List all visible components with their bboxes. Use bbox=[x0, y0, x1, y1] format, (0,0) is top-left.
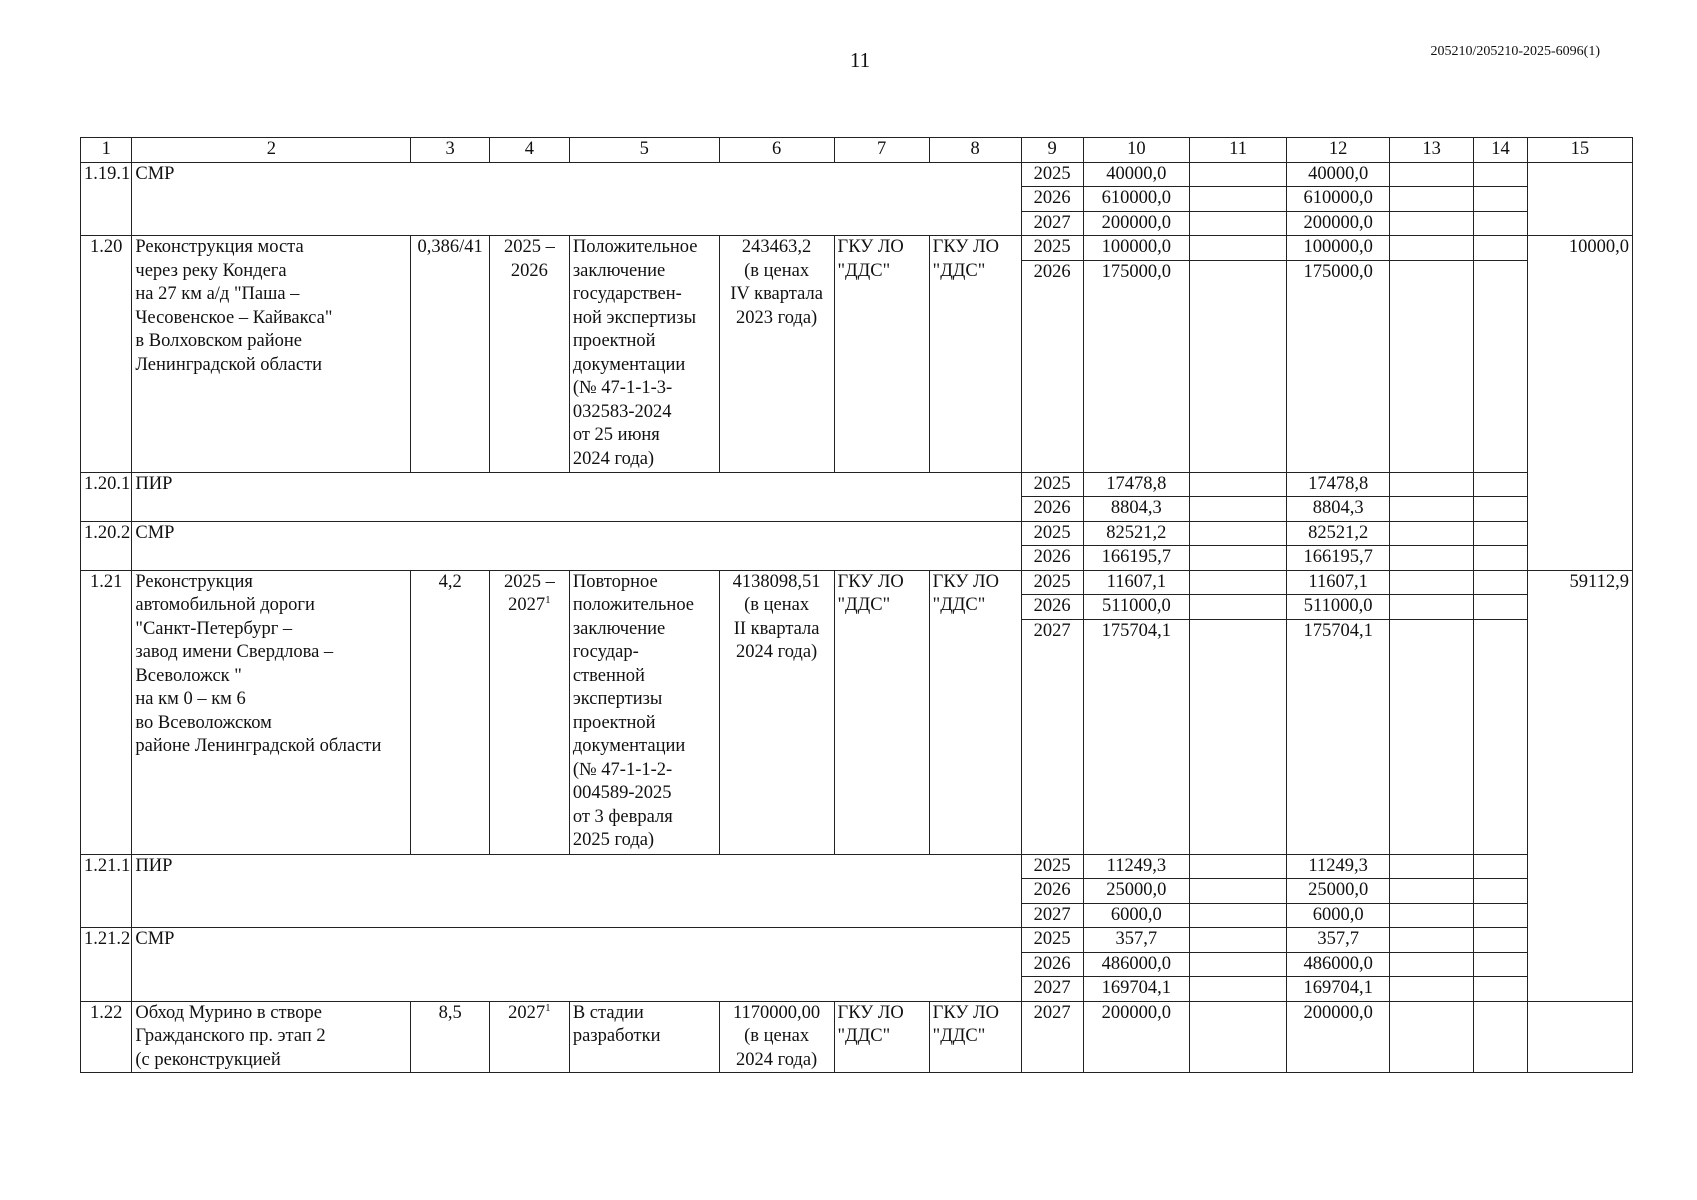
empty-cell bbox=[1474, 211, 1528, 236]
amount-cell: 486000,0 bbox=[1287, 952, 1390, 977]
column-header: 2 bbox=[132, 138, 411, 163]
empty-cell bbox=[1390, 497, 1474, 522]
customer-cell: ГКУ ЛО "ДДС" bbox=[834, 236, 929, 473]
amount-cell: 175000,0 bbox=[1083, 260, 1189, 472]
developer-cell: ГКУ ЛО "ДДС" bbox=[929, 1001, 1021, 1073]
period-start: 2025 – bbox=[503, 571, 555, 592]
empty-cell bbox=[1474, 162, 1528, 187]
empty-cell bbox=[1390, 211, 1474, 236]
amount-cell: 6000,0 bbox=[1083, 903, 1189, 928]
amount-cell: 25000,0 bbox=[1287, 879, 1390, 904]
amount-cell: 200000,0 bbox=[1083, 211, 1189, 236]
year-cell: 2027 bbox=[1021, 977, 1083, 1002]
empty-cell bbox=[1527, 162, 1632, 236]
amount-cell: 11607,1 bbox=[1083, 570, 1189, 595]
table-row bbox=[81, 928, 1633, 953]
empty-cell bbox=[1189, 619, 1286, 854]
empty-cell bbox=[1474, 236, 1528, 261]
empty-cell bbox=[1474, 595, 1528, 620]
amount-cell: 610000,0 bbox=[1287, 187, 1390, 212]
period-end: 2027 bbox=[508, 1002, 546, 1023]
empty-cell bbox=[1474, 260, 1528, 472]
amount-cell: 511000,0 bbox=[1287, 595, 1390, 620]
expertise-cell: Положительное заключение государствен- ной экспертизы проектной документации (№ 47-1-1-3- 032583-2024 от 25 июня 2024 года) bbox=[569, 236, 719, 473]
column-header: 4 bbox=[490, 138, 570, 163]
stage-label: ПИР bbox=[132, 472, 1021, 521]
amount-cell: 357,7 bbox=[1287, 928, 1390, 953]
empty-cell bbox=[1390, 977, 1474, 1002]
empty-cell bbox=[1474, 879, 1528, 904]
table-row bbox=[81, 521, 1633, 546]
empty-cell bbox=[1189, 1001, 1286, 1073]
expertise-cell: Повторное положительное заключение государ- ственной экспертизы проектной документации (№ 47-1-1-2- 004589-2025 от 3 февраля 2025 года) bbox=[569, 570, 719, 854]
year-cell: 2026 bbox=[1021, 546, 1083, 571]
empty-cell bbox=[1527, 1001, 1632, 1073]
empty-cell bbox=[1390, 854, 1474, 879]
empty-cell bbox=[1189, 854, 1286, 879]
amount-cell: 17478,8 bbox=[1083, 472, 1189, 497]
developer-cell: ГКУ ЛО "ДДС" bbox=[929, 570, 1021, 854]
stage-label: СМР bbox=[132, 928, 1021, 1002]
empty-cell bbox=[1189, 879, 1286, 904]
empty-cell bbox=[1474, 619, 1528, 854]
table-row bbox=[81, 1001, 1633, 1073]
table-row bbox=[81, 570, 1633, 595]
estimated-cost-cell: 4138098,51 (в ценах II квартала 2024 года) bbox=[719, 570, 834, 854]
empty-cell bbox=[1189, 570, 1286, 595]
amount-cell: 8804,3 bbox=[1287, 497, 1390, 522]
empty-cell bbox=[1189, 928, 1286, 953]
year-cell: 2027 bbox=[1021, 1001, 1083, 1073]
year-cell: 2025 bbox=[1021, 236, 1083, 261]
empty-cell bbox=[1189, 521, 1286, 546]
table-row bbox=[81, 162, 1633, 187]
empty-cell bbox=[1474, 854, 1528, 879]
row-number: 1.21.2 bbox=[81, 928, 132, 1002]
amount-cell: 6000,0 bbox=[1287, 903, 1390, 928]
column-number-row bbox=[81, 138, 1633, 163]
amount-cell: 175000,0 bbox=[1287, 260, 1390, 472]
year-cell: 2025 bbox=[1021, 521, 1083, 546]
empty-cell bbox=[1390, 928, 1474, 953]
empty-cell bbox=[1474, 497, 1528, 522]
empty-cell bbox=[1390, 521, 1474, 546]
empty-cell bbox=[1189, 472, 1286, 497]
year-cell: 2025 bbox=[1021, 162, 1083, 187]
object-name: Реконструкция моста через реку Кондега на 27 км а/д "Паша – Чесовенское – Кайвакса" в Волховском районе Ленинградской области bbox=[132, 236, 411, 473]
column-header: 1 bbox=[81, 138, 132, 163]
year-cell: 2025 bbox=[1021, 472, 1083, 497]
period-cell: 2025 – 2026 bbox=[490, 236, 570, 473]
empty-cell bbox=[1189, 497, 1286, 522]
empty-cell bbox=[1474, 187, 1528, 212]
empty-cell bbox=[1189, 187, 1286, 212]
empty-cell bbox=[1390, 952, 1474, 977]
year-cell: 2027 bbox=[1021, 211, 1083, 236]
empty-cell bbox=[1189, 546, 1286, 571]
empty-cell bbox=[1390, 903, 1474, 928]
row-number: 1.20.1 bbox=[81, 472, 132, 521]
empty-cell bbox=[1390, 1001, 1474, 1073]
amount-cell: 40000,0 bbox=[1083, 162, 1189, 187]
empty-cell bbox=[1474, 570, 1528, 595]
estimated-cost-cell: 1170000,00 (в ценах 2024 года) bbox=[719, 1001, 834, 1073]
year-cell: 2026 bbox=[1021, 595, 1083, 620]
empty-cell bbox=[1474, 977, 1528, 1002]
row-number: 1.19.1 bbox=[81, 162, 132, 236]
column-header: 12 bbox=[1287, 138, 1390, 163]
footnote-mark: 1 bbox=[545, 593, 551, 606]
year-cell: 2025 bbox=[1021, 570, 1083, 595]
amount-cell: 610000,0 bbox=[1083, 187, 1189, 212]
column-header: 11 bbox=[1189, 138, 1286, 163]
empty-cell bbox=[1390, 879, 1474, 904]
period-end: 2027 bbox=[508, 595, 546, 615]
amount-cell: 200000,0 bbox=[1083, 1001, 1189, 1073]
period-cell bbox=[490, 1001, 570, 1073]
empty-cell bbox=[1189, 162, 1286, 187]
amount-cell: 100000,0 bbox=[1287, 236, 1390, 261]
empty-cell bbox=[1474, 903, 1528, 928]
empty-cell bbox=[1390, 162, 1474, 187]
expertise-cell: В стадии разработки bbox=[569, 1001, 719, 1073]
empty-cell bbox=[1189, 903, 1286, 928]
empty-cell bbox=[1390, 546, 1474, 571]
object-name: Обход Мурино в створе Гражданского пр. этап 2 (с реконструкцией bbox=[132, 1001, 411, 1073]
amount-cell: 175704,1 bbox=[1083, 619, 1189, 854]
year-cell: 2026 bbox=[1021, 260, 1083, 472]
column-header: 9 bbox=[1021, 138, 1083, 163]
empty-cell bbox=[1474, 1001, 1528, 1073]
empty-cell bbox=[1390, 236, 1474, 261]
document-code: 205210/205210-2025-6096(1) bbox=[1430, 44, 1600, 59]
capacity-cell: 4,2 bbox=[411, 570, 490, 854]
empty-cell bbox=[1390, 187, 1474, 212]
amount-cell: 17478,8 bbox=[1287, 472, 1390, 497]
empty-cell bbox=[1189, 211, 1286, 236]
column-header: 3 bbox=[411, 138, 490, 163]
stage-label: ПИР bbox=[132, 854, 1021, 928]
column-header: 14 bbox=[1474, 138, 1528, 163]
stage-label: СМР bbox=[132, 521, 1021, 570]
column-header: 6 bbox=[719, 138, 834, 163]
year-cell: 2027 bbox=[1021, 903, 1083, 928]
amount-cell: 486000,0 bbox=[1083, 952, 1189, 977]
amount-cell: 169704,1 bbox=[1287, 977, 1390, 1002]
amount-cell: 11249,3 bbox=[1287, 854, 1390, 879]
row-number: 1.21 bbox=[81, 570, 132, 854]
year-cell: 2025 bbox=[1021, 854, 1083, 879]
empty-cell bbox=[1390, 619, 1474, 854]
empty-cell bbox=[1189, 952, 1286, 977]
column-15-value: 59112,9 bbox=[1527, 570, 1632, 1001]
amount-cell: 166195,7 bbox=[1287, 546, 1390, 571]
column-header: 7 bbox=[834, 138, 929, 163]
amount-cell: 8804,3 bbox=[1083, 497, 1189, 522]
column-header: 5 bbox=[569, 138, 719, 163]
table-row bbox=[81, 472, 1633, 497]
amount-cell: 175704,1 bbox=[1287, 619, 1390, 854]
empty-cell bbox=[1390, 595, 1474, 620]
customer-cell: ГКУ ЛО "ДДС" bbox=[834, 1001, 929, 1073]
amount-cell: 11249,3 bbox=[1083, 854, 1189, 879]
amount-cell: 25000,0 bbox=[1083, 879, 1189, 904]
empty-cell bbox=[1390, 570, 1474, 595]
estimated-cost-cell: 243463,2 (в ценах IV квартала 2023 года) bbox=[719, 236, 834, 473]
empty-cell bbox=[1474, 521, 1528, 546]
column-header: 13 bbox=[1390, 138, 1474, 163]
year-cell: 2026 bbox=[1021, 879, 1083, 904]
empty-cell bbox=[1474, 472, 1528, 497]
amount-cell: 200000,0 bbox=[1287, 211, 1390, 236]
empty-cell bbox=[1390, 260, 1474, 472]
empty-cell bbox=[1189, 977, 1286, 1002]
page-number: 11 bbox=[849, 48, 871, 72]
customer-cell: ГКУ ЛО "ДДС" bbox=[834, 570, 929, 854]
investment-table bbox=[80, 137, 1633, 1073]
empty-cell bbox=[1189, 260, 1286, 472]
row-number: 1.22 bbox=[81, 1001, 132, 1073]
capacity-cell: 8,5 bbox=[411, 1001, 490, 1073]
year-cell: 2027 bbox=[1021, 619, 1083, 854]
column-header: 10 bbox=[1083, 138, 1189, 163]
column-header: 8 bbox=[929, 138, 1021, 163]
row-number: 1.20 bbox=[81, 236, 132, 473]
table-row bbox=[81, 854, 1633, 879]
empty-cell bbox=[1474, 546, 1528, 571]
stage-label: СМР bbox=[132, 162, 1021, 236]
amount-cell: 82521,2 bbox=[1287, 521, 1390, 546]
amount-cell: 100000,0 bbox=[1083, 236, 1189, 261]
period-cell bbox=[490, 570, 570, 854]
amount-cell: 511000,0 bbox=[1083, 595, 1189, 620]
developer-cell: ГКУ ЛО "ДДС" bbox=[929, 236, 1021, 473]
table-row bbox=[81, 236, 1633, 261]
row-number: 1.21.1 bbox=[81, 854, 132, 928]
amount-cell: 200000,0 bbox=[1287, 1001, 1390, 1073]
column-header: 15 bbox=[1527, 138, 1632, 163]
amount-cell: 357,7 bbox=[1083, 928, 1189, 953]
amount-cell: 82521,2 bbox=[1083, 521, 1189, 546]
year-cell: 2025 bbox=[1021, 928, 1083, 953]
row-number: 1.20.2 bbox=[81, 521, 132, 570]
footnote-mark: 1 bbox=[545, 1001, 551, 1014]
empty-cell bbox=[1390, 472, 1474, 497]
amount-cell: 169704,1 bbox=[1083, 977, 1189, 1002]
year-cell: 2026 bbox=[1021, 497, 1083, 522]
amount-cell: 40000,0 bbox=[1287, 162, 1390, 187]
amount-cell: 166195,7 bbox=[1083, 546, 1189, 571]
empty-cell bbox=[1189, 236, 1286, 261]
object-name: Реконструкция автомобильной дороги "Санкт-Петербург – завод имени Свердлова – Всеволожск " на км 0 – км 6 во Всеволожском районе Ленинградской области bbox=[132, 570, 411, 854]
year-cell: 2026 bbox=[1021, 952, 1083, 977]
amount-cell: 11607,1 bbox=[1287, 570, 1390, 595]
empty-cell bbox=[1474, 952, 1528, 977]
empty-cell bbox=[1189, 595, 1286, 620]
capacity-cell: 0,386/41 bbox=[411, 236, 490, 473]
column-15-value: 10000,0 bbox=[1527, 236, 1632, 571]
year-cell: 2026 bbox=[1021, 187, 1083, 212]
empty-cell bbox=[1474, 928, 1528, 953]
